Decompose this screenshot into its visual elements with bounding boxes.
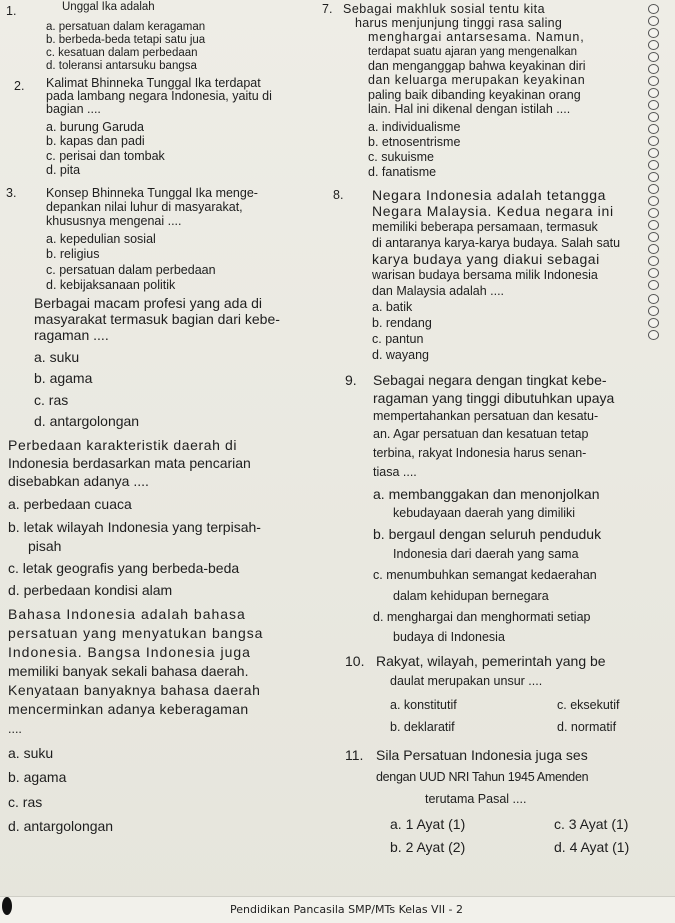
binding-ring [648, 136, 659, 146]
q1-option-a: a. persatuan dalam keragaman [46, 21, 206, 33]
q7-line6: dan keluarga merupakan keyakinan [368, 73, 586, 87]
q6-option-c: c. ras [8, 794, 43, 810]
q3-line3: khususnya mengenai .... [46, 214, 182, 228]
binding-ring [648, 148, 659, 158]
q8-option-b: b. rendang [372, 316, 432, 330]
q1-stem: Unggal Ika adalah [62, 1, 155, 13]
binding-ring [648, 28, 659, 38]
q2-option-c: c. perisai dan tombak [46, 149, 165, 163]
binding-ring [648, 52, 659, 62]
q2-line2: pada lambang negara Indonesia, yaitu di [46, 89, 272, 103]
q1-option-d: d. toleransi antarsuku bangsa [46, 60, 197, 72]
binding-ring [648, 330, 659, 340]
binding-ring [648, 220, 659, 230]
q8-line5: karya budaya yang diakui sebagai [372, 251, 600, 267]
q3-line1: Konsep Bhinneka Tunggal Ika menge- [46, 186, 258, 200]
q10-option-a: a. konstitutif [390, 698, 457, 712]
q4-line3: ragaman .... [34, 327, 109, 343]
binding-ring [648, 160, 659, 170]
q11-number: 11. [345, 747, 364, 763]
binding-ring [648, 294, 659, 304]
q1-option-b: b. berbeda-beda tetapi satu jua [46, 34, 206, 46]
q5-option-b: b. letak wilayah Indonesia yang terpisah- [8, 519, 261, 535]
q9-option-a: a. membanggakan dan menonjolkan [373, 486, 600, 502]
q8-line7: dan Malaysia adalah .... [372, 284, 505, 298]
q11-option-a: a. 1 Ayat (1) [390, 816, 466, 832]
q4-option-d: d. antargolongan [34, 413, 140, 429]
q6-line4: memiliki banyak sekali bahasa daerah. [8, 663, 249, 679]
q7-line2: harus menjunjung tinggi rasa saling [355, 16, 563, 30]
binding-ring [648, 196, 659, 206]
binding-ring [648, 244, 659, 254]
q11-option-c: c. 3 Ayat (1) [554, 816, 629, 832]
q8-line1: Negara Indonesia adalah tetangga [372, 187, 607, 203]
q8-line3: memiliki beberapa persamaan, termasuk [372, 220, 598, 234]
binding-ring [648, 208, 659, 218]
q9-line2: ragaman yang tinggi dibutuhkan upaya [373, 390, 615, 406]
binding-ring [648, 64, 659, 74]
q9-option-b: b. bergaul dengan seluruh penduduk [373, 526, 602, 542]
q11-line3: terutama Pasal .... [425, 792, 527, 806]
q5-option-a: a. perbedaan cuaca [8, 496, 132, 512]
q4-option-b: b. agama [34, 370, 93, 386]
q7-option-d: d. fanatisme [368, 165, 437, 179]
q5-line2: Indonesia berdasarkan mata pencarian [8, 455, 251, 471]
q10-option-d: d. normatif [557, 720, 617, 734]
q6-option-d: d. antargolongan [8, 818, 114, 834]
q6-line6: mencerminkan adanya keberagaman [8, 701, 249, 717]
binder-clip-shape [2, 897, 12, 915]
q8-line6: warisan budaya bersama milik Indonesia [372, 268, 598, 282]
q5-line3: disebabkan adanya .... [8, 473, 149, 489]
q2-option-b: b. kapas dan padi [46, 134, 145, 148]
q6-option-b: b. agama [8, 769, 67, 785]
q9-line6: tiasa .... [373, 465, 417, 479]
binding-ring [648, 172, 659, 182]
q1-number: 1. [6, 4, 17, 18]
q4-option-a: a. suku [34, 349, 80, 365]
q8-line2: Negara Malaysia. Kedua negara ini [372, 203, 614, 219]
q3-option-b: b. religius [46, 247, 100, 261]
q6-option-a: a. suku [8, 745, 54, 761]
q1-option-c: c. kesatuan dalam perbedaan [46, 47, 198, 59]
q3-line2: depankan nilai luhur di masyarakat, [46, 200, 243, 214]
q8-number: 8. [333, 188, 344, 202]
q2-option-d: d. pita [46, 163, 81, 177]
q11-option-d: d. 4 Ayat (1) [554, 839, 630, 855]
q9-line4: an. Agar persatuan dan kesatuan tetap [373, 427, 589, 441]
binding-ring [648, 100, 659, 110]
q6-line1: Bahasa Indonesia adalah bahasa [8, 606, 246, 622]
q7-line5: dan menganggap bahwa keyakinan diri [368, 59, 586, 73]
q7-option-c: c. sukuisme [368, 150, 434, 164]
q3-option-c: c. persatuan dalam perbedaan [46, 263, 216, 277]
binding-ring [648, 124, 659, 134]
q3-option-a: a. kepedulian sosial [46, 232, 156, 246]
q5-option-b-cont: pisah [28, 538, 62, 554]
footer-book-title: Pendidikan Pancasila SMP/MTs Kelas VII - 2 [230, 903, 464, 916]
q9-option-b-cont: Indonesia dari daerah yang sama [393, 547, 579, 561]
q11-line2: dengan UUD NRI Tahun 1945 Amenden [376, 770, 589, 784]
q11-option-b: b. 2 Ayat (2) [390, 839, 466, 855]
q8-option-c: c. pantun [372, 332, 424, 346]
q9-line1: Sebagai negara dengan tingkat kebe- [373, 372, 607, 388]
q6-line3: Indonesia. Bangsa Indonesia juga [8, 644, 251, 660]
q9-option-c-cont: dalam kehidupan bernegara [393, 589, 549, 603]
q10-line1: Rakyat, wilayah, pemerintah yang be [376, 653, 606, 669]
q10-option-b: b. deklaratif [390, 720, 455, 734]
q11-line1: Sila Persatuan Indonesia juga ses [376, 747, 588, 763]
binding-ring [648, 40, 659, 50]
binding-ring [648, 112, 659, 122]
q7-line8: lain. Hal ini dikenal dengan istilah .... [368, 102, 571, 116]
q7-line7: paling baik dibanding keyakinan orang [368, 88, 581, 102]
q9-number: 9. [345, 372, 357, 388]
q4-line1: Berbagai macam profesi yang ada di [34, 295, 263, 311]
binding-ring [648, 280, 659, 290]
q2-line1: Kalimat Bhinneka Tunggal Ika terdapat [46, 76, 261, 90]
q10-number: 10. [345, 653, 365, 669]
q6-line5: Kenyataan banyaknya bahasa daerah [8, 682, 261, 698]
binding-ring [648, 16, 659, 26]
q3-number: 3. [6, 186, 17, 200]
binding-ring [648, 306, 659, 316]
q8-option-d: d. wayang [372, 348, 429, 362]
q8-option-a: a. batik [372, 300, 413, 314]
q7-number: 7. [322, 2, 333, 16]
q9-option-d-cont: budaya di Indonesia [393, 630, 505, 644]
binding-ring [648, 268, 659, 278]
q10-line2: daulat merupakan unsur .... [390, 674, 543, 688]
q4-line2: masyarakat termasuk bagian dari kebe- [34, 311, 280, 327]
q7-line3: menghargai antarsesama. Namun, [368, 30, 585, 44]
q2-line3: bagian .... [46, 102, 101, 116]
q10-option-c: c. eksekutif [557, 698, 620, 712]
q9-line3: mempertahankan persatuan dan kesatu- [373, 409, 599, 423]
q7-line4: terdapat suatu ajaran yang mengenalkan [368, 46, 578, 58]
q7-line1: Sebagai makhluk sosial tentu kita [343, 2, 546, 16]
q7-option-a: a. individualisme [368, 120, 461, 134]
q7-option-b: b. etnosentrisme [368, 135, 461, 149]
binding-ring [648, 184, 659, 194]
q6-line2: persatuan yang menyatukan bangsa [8, 625, 264, 641]
q2-option-a: a. burung Garuda [46, 120, 144, 134]
q5-option-c: c. letak geografis yang berbeda-beda [8, 560, 240, 576]
q9-option-d: d. menghargai dan menghormati setiap [373, 610, 591, 624]
binding-ring [648, 4, 659, 14]
binding-ring [648, 232, 659, 242]
q2-number: 2. [14, 79, 25, 93]
binding-ring [648, 256, 659, 266]
q8-line4: di antaranya karya-karya budaya. Salah satu [372, 236, 621, 250]
q9-line5: terbina, rakyat Indonesia harus senan- [373, 446, 587, 460]
q3-option-d: d. kebijaksanaan politik [46, 278, 176, 292]
q9-option-a-cont: kebudayaan daerah yang dimiliki [393, 506, 576, 520]
q6-line7: .... [8, 722, 22, 736]
binding-ring [648, 318, 659, 328]
q5-line1: Perbedaan karakteristik daerah di [8, 437, 238, 453]
q4-option-c: c. ras [34, 392, 69, 408]
q9-option-c: c. menumbuhkan semangat kedaerahan [373, 568, 597, 582]
binding-ring [648, 76, 659, 86]
binding-ring [648, 88, 659, 98]
q5-option-d: d. perbedaan kondisi alam [8, 582, 173, 598]
